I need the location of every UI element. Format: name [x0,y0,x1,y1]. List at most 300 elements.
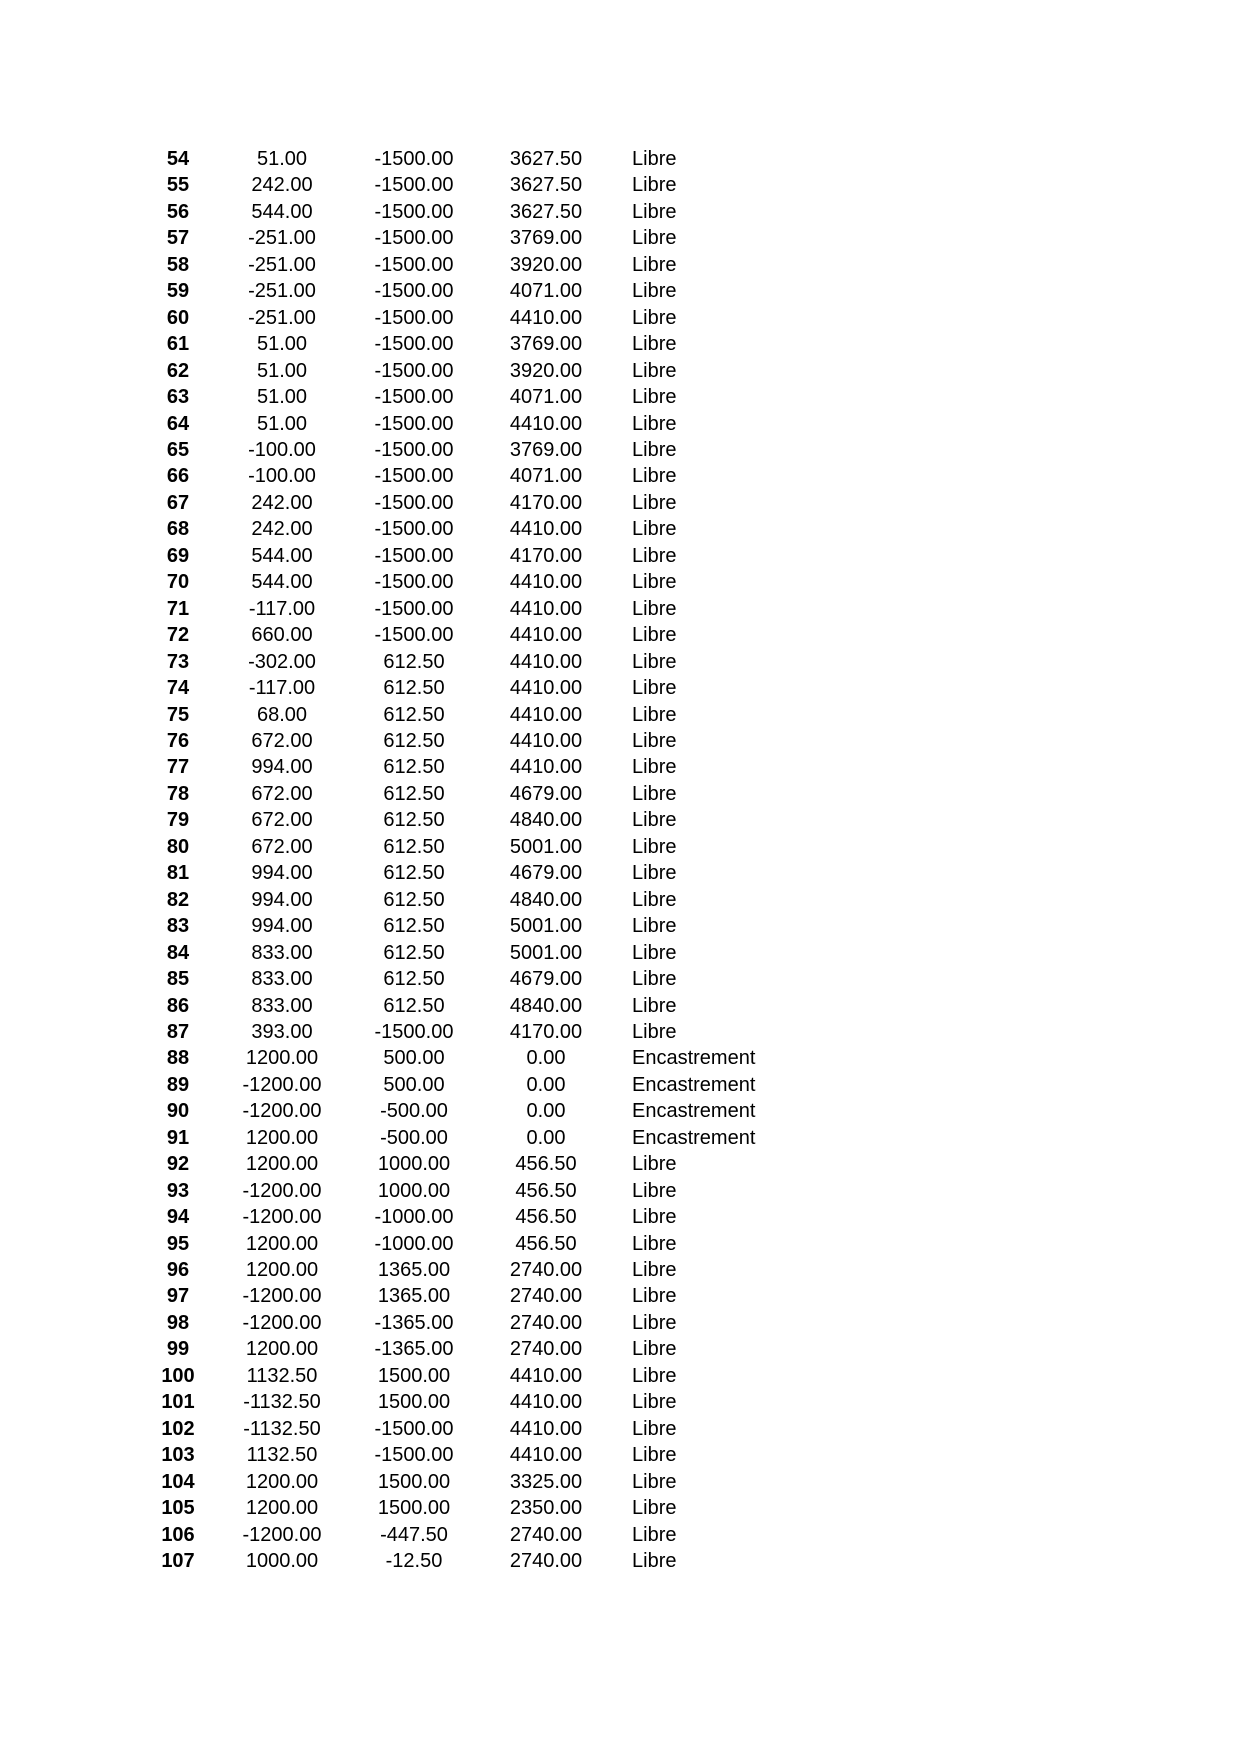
table-row [140,1072,792,1098]
table-row [140,649,792,675]
table-row [140,834,792,860]
node-id-cell: 78 [166,782,190,805]
x-coordinate-cell: 51.00 [256,412,308,435]
y-coordinate-cell: 612.50 [383,756,445,779]
z-coordinate-cell: 3769.00 [509,333,583,356]
support-type-cell: Libre [632,1550,677,1573]
support-type-cell: Libre [632,1285,677,1308]
support-type-cell: Libre [632,888,677,911]
z-coordinate-cell: 456.50 [515,1179,577,1202]
x-coordinate-cell: 51.00 [256,148,308,170]
x-coordinate-cell: -1132.50 [243,1417,321,1440]
y-coordinate-cell: 1365.00 [377,1259,451,1282]
y-coordinate-cell: -1500.00 [374,386,454,409]
table-row [140,172,792,198]
z-coordinate-cell: 4679.00 [509,782,583,805]
y-coordinate-cell: 612.50 [383,915,445,938]
z-coordinate-cell: 3920.00 [509,253,583,276]
node-id-cell: 71 [166,597,190,620]
y-coordinate-cell: 612.50 [383,650,445,673]
x-coordinate-cell: -1200.00 [242,1179,322,1202]
node-id-cell: 83 [166,915,190,938]
x-coordinate-cell: -117.00 [248,597,316,620]
z-coordinate-cell: 3769.00 [509,438,583,461]
node-id-cell: 105 [161,1497,195,1520]
table-row [140,1522,792,1548]
z-coordinate-cell: 4410.00 [509,571,583,594]
z-coordinate-cell: 4410.00 [509,1391,583,1414]
z-coordinate-cell: 456.50 [515,1153,577,1176]
support-type-cell: Libre [632,941,677,964]
y-coordinate-cell: -12.50 [385,1550,443,1573]
x-coordinate-cell: 660.00 [251,624,313,647]
node-id-cell: 57 [166,227,190,250]
node-id-cell: 107 [161,1550,195,1573]
x-coordinate-cell: 544.00 [251,544,313,567]
y-coordinate-cell: 612.50 [383,782,445,805]
x-coordinate-cell: -1200.00 [242,1285,322,1308]
support-type-cell: Libre [632,782,677,805]
z-coordinate-cell: 2740.00 [509,1311,583,1334]
support-type-cell: Libre [632,200,677,223]
support-type-cell: Libre [632,1417,677,1440]
node-id-cell: 60 [166,306,190,329]
table-row [140,993,792,1019]
z-coordinate-cell: 456.50 [515,1232,577,1255]
node-id-cell: 86 [166,994,190,1017]
y-coordinate-cell: 1500.00 [377,1470,451,1493]
x-coordinate-cell: 1200.00 [245,1126,319,1149]
support-type-cell: Libre [632,280,677,303]
table-row [140,887,792,913]
x-coordinate-cell: -117.00 [248,677,316,700]
support-type-cell: Encastrement [632,1126,756,1149]
table-row [140,1469,792,1495]
z-coordinate-cell: 4170.00 [509,1020,583,1043]
z-coordinate-cell: 0.00 [526,1047,566,1070]
table-row [140,411,792,437]
support-type-cell: Libre [632,650,677,673]
support-type-cell: Libre [632,1259,677,1282]
table-row [140,860,792,886]
y-coordinate-cell: 612.50 [383,809,445,832]
table-row [140,1336,792,1362]
z-coordinate-cell: 4410.00 [509,597,583,620]
table-row [140,781,792,807]
support-type-cell: Encastrement [632,1047,756,1070]
support-type-cell: Libre [632,544,677,567]
support-type-cell: Libre [632,465,677,488]
z-coordinate-cell: 4170.00 [509,491,583,514]
node-id-cell: 63 [166,386,190,409]
y-coordinate-cell: 500.00 [383,1047,445,1070]
y-coordinate-cell: 612.50 [383,835,445,858]
node-id-cell: 98 [166,1311,190,1334]
z-coordinate-cell: 5001.00 [509,835,583,858]
x-coordinate-cell: 833.00 [251,941,313,964]
nodes-table [140,146,792,1574]
z-coordinate-cell: 4071.00 [509,280,583,303]
y-coordinate-cell: 612.50 [383,862,445,885]
node-id-cell: 103 [161,1444,195,1467]
support-type-cell: Libre [632,597,677,620]
table-row [140,384,792,410]
node-id-cell: 90 [166,1100,190,1123]
z-coordinate-cell: 4840.00 [509,994,583,1017]
x-coordinate-cell: -1132.50 [243,1391,321,1414]
table-row [140,1310,792,1336]
support-type-cell: Libre [632,703,677,726]
table-row [140,569,792,595]
y-coordinate-cell: -1500.00 [374,571,454,594]
table-row [140,728,792,754]
nodes-table-body [140,146,792,1574]
x-coordinate-cell: 51.00 [256,333,308,356]
table-row [140,331,792,357]
z-coordinate-cell: 4410.00 [509,412,583,435]
table-row [140,1548,792,1574]
z-coordinate-cell: 4679.00 [509,862,583,885]
z-coordinate-cell: 4410.00 [509,650,583,673]
node-id-cell: 95 [166,1232,190,1255]
x-coordinate-cell: 833.00 [251,994,313,1017]
table-row [140,596,792,622]
support-type-cell: Libre [632,1497,677,1520]
node-id-cell: 97 [166,1285,190,1308]
node-id-cell: 102 [161,1417,195,1440]
y-coordinate-cell: -1500.00 [374,333,454,356]
table-row [140,1098,792,1124]
support-type-cell: Libre [632,1338,677,1361]
z-coordinate-cell: 4071.00 [509,465,583,488]
node-id-cell: 69 [166,544,190,567]
support-type-cell: Libre [632,1523,677,1546]
node-id-cell: 88 [166,1047,190,1070]
y-coordinate-cell: -1365.00 [374,1311,454,1334]
z-coordinate-cell: 0.00 [526,1073,566,1096]
support-type-cell: Libre [632,306,677,329]
y-coordinate-cell: 612.50 [383,729,445,752]
x-coordinate-cell: 393.00 [251,1020,313,1043]
x-coordinate-cell: -1200.00 [242,1206,322,1229]
x-coordinate-cell: -100.00 [248,438,316,461]
table-row [140,358,792,384]
z-coordinate-cell: 3325.00 [509,1470,583,1493]
table-row [140,278,792,304]
node-id-cell: 93 [166,1179,190,1202]
support-type-cell: Libre [632,1206,677,1229]
node-id-cell: 62 [166,359,190,382]
x-coordinate-cell: -1200.00 [242,1100,322,1123]
table-row [140,807,792,833]
x-coordinate-cell: 68.00 [256,703,308,726]
x-coordinate-cell: 1200.00 [245,1047,319,1070]
x-coordinate-cell: 672.00 [251,835,313,858]
y-coordinate-cell: -1500.00 [374,597,454,620]
support-type-cell: Libre [632,1153,677,1176]
support-type-cell: Libre [632,333,677,356]
support-type-cell: Encastrement [632,1073,756,1096]
x-coordinate-cell: -1200.00 [242,1311,322,1334]
support-type-cell: Libre [632,968,677,991]
z-coordinate-cell: 0.00 [526,1126,566,1149]
node-id-cell: 58 [166,253,190,276]
node-id-cell: 99 [166,1338,190,1361]
x-coordinate-cell: 994.00 [251,862,313,885]
y-coordinate-cell: 1000.00 [377,1179,451,1202]
z-coordinate-cell: 3769.00 [509,227,583,250]
z-coordinate-cell: 4410.00 [509,729,583,752]
y-coordinate-cell: -1500.00 [374,148,454,170]
x-coordinate-cell: 994.00 [251,756,313,779]
table-row [140,1283,792,1309]
z-coordinate-cell: 2740.00 [509,1338,583,1361]
support-type-cell: Encastrement [632,1100,756,1123]
node-id-cell: 72 [166,624,190,647]
z-coordinate-cell: 2350.00 [509,1497,583,1520]
node-id-cell: 74 [166,677,190,700]
support-type-cell: Libre [632,1179,677,1202]
z-coordinate-cell: 4410.00 [509,624,583,647]
support-type-cell: Libre [632,994,677,1017]
x-coordinate-cell: -100.00 [248,465,316,488]
y-coordinate-cell: 1365.00 [377,1285,451,1308]
support-type-cell: Libre [632,677,677,700]
support-type-cell: Libre [632,253,677,276]
node-id-cell: 101 [161,1391,195,1414]
z-coordinate-cell: 4410.00 [509,518,583,541]
y-coordinate-cell: -1500.00 [374,465,454,488]
node-id-cell: 70 [166,571,190,594]
support-type-cell: Libre [632,1232,677,1255]
x-coordinate-cell: 672.00 [251,809,313,832]
z-coordinate-cell: 5001.00 [509,941,583,964]
x-coordinate-cell: 242.00 [251,491,313,514]
table-row [140,702,792,728]
node-id-cell: 100 [161,1364,195,1387]
x-coordinate-cell: -251.00 [248,227,316,250]
support-type-cell: Libre [632,756,677,779]
y-coordinate-cell: -1500.00 [374,227,454,250]
x-coordinate-cell: 242.00 [251,518,313,541]
y-coordinate-cell: -1500.00 [374,253,454,276]
table-row [140,1151,792,1177]
x-coordinate-cell: 242.00 [251,174,313,197]
node-id-cell: 84 [166,941,190,964]
table-row [140,1416,792,1442]
support-type-cell: Libre [632,227,677,250]
z-coordinate-cell: 2740.00 [509,1285,583,1308]
table-row [140,490,792,516]
x-coordinate-cell: 1132.50 [246,1364,318,1387]
y-coordinate-cell: -1500.00 [374,438,454,461]
y-coordinate-cell: -1000.00 [374,1206,454,1229]
y-coordinate-cell: -1500.00 [374,1444,454,1467]
x-coordinate-cell: -251.00 [248,306,316,329]
node-id-cell: 77 [166,756,190,779]
node-id-cell: 76 [166,729,190,752]
table-row [140,1389,792,1415]
support-type-cell: Libre [632,1444,677,1467]
table-row [140,1363,792,1389]
table-row [140,199,792,225]
x-coordinate-cell: 51.00 [256,359,308,382]
support-type-cell: Libre [632,835,677,858]
support-type-cell: Libre [632,809,677,832]
table-row [140,225,792,251]
y-coordinate-cell: -1500.00 [374,359,454,382]
x-coordinate-cell: 833.00 [251,968,313,991]
y-coordinate-cell: -1500.00 [374,174,454,197]
x-coordinate-cell: 1200.00 [245,1259,319,1282]
node-id-cell: 85 [166,968,190,991]
table-row [140,966,792,992]
support-type-cell: Libre [632,1311,677,1334]
y-coordinate-cell: 612.50 [383,677,445,700]
y-coordinate-cell: 612.50 [383,941,445,964]
support-type-cell: Libre [632,438,677,461]
node-id-cell: 96 [166,1259,190,1282]
y-coordinate-cell: 500.00 [383,1073,445,1096]
y-coordinate-cell: -1365.00 [374,1338,454,1361]
x-coordinate-cell: 1200.00 [245,1153,319,1176]
table-row [140,252,792,278]
y-coordinate-cell: 1500.00 [377,1391,451,1414]
table-row [140,940,792,966]
y-coordinate-cell: -1500.00 [374,544,454,567]
support-type-cell: Libre [632,359,677,382]
z-coordinate-cell: 456.50 [515,1206,577,1229]
z-coordinate-cell: 4840.00 [509,809,583,832]
z-coordinate-cell: 4840.00 [509,888,583,911]
support-type-cell: Libre [632,1391,677,1414]
z-coordinate-cell: 2740.00 [509,1259,583,1282]
y-coordinate-cell: -1500.00 [374,200,454,223]
table-row [140,1125,792,1151]
support-type-cell: Libre [632,915,677,938]
y-coordinate-cell: -1500.00 [374,280,454,303]
x-coordinate-cell: 672.00 [251,729,313,752]
z-coordinate-cell: 4410.00 [509,306,583,329]
node-id-cell: 92 [166,1153,190,1176]
z-coordinate-cell: 4410.00 [509,1444,583,1467]
table-row [140,1495,792,1521]
z-coordinate-cell: 3627.50 [509,174,583,197]
x-coordinate-cell: 544.00 [251,571,313,594]
node-id-cell: 61 [166,333,190,356]
support-type-cell: Libre [632,571,677,594]
table-row [140,754,792,780]
node-id-cell: 64 [166,412,190,435]
node-id-cell: 56 [166,200,190,223]
support-type-cell: Libre [632,624,677,647]
y-coordinate-cell: -1500.00 [374,491,454,514]
node-id-cell: 59 [166,280,190,303]
x-coordinate-cell: 1200.00 [245,1232,319,1255]
z-coordinate-cell: 3920.00 [509,359,583,382]
y-coordinate-cell: -500.00 [380,1126,448,1149]
support-type-cell: Libre [632,518,677,541]
node-id-cell: 68 [166,518,190,541]
z-coordinate-cell: 0.00 [526,1100,566,1123]
x-coordinate-cell: 1132.50 [246,1444,318,1467]
support-type-cell: Libre [632,1020,677,1043]
y-coordinate-cell: 1500.00 [377,1497,451,1520]
support-type-cell: Libre [632,1364,677,1387]
node-id-cell: 54 [166,148,190,170]
x-coordinate-cell: 994.00 [251,915,313,938]
node-id-cell: 82 [166,888,190,911]
table-row [140,1178,792,1204]
z-coordinate-cell: 3627.50 [509,148,583,170]
x-coordinate-cell: 672.00 [251,782,313,805]
x-coordinate-cell: 1200.00 [245,1470,319,1493]
y-coordinate-cell: 1000.00 [377,1153,451,1176]
z-coordinate-cell: 4410.00 [509,756,583,779]
support-type-cell: Libre [632,1470,677,1493]
table-row [140,1019,792,1045]
table-row [140,516,792,542]
support-type-cell: Libre [632,174,677,197]
x-coordinate-cell: 51.00 [256,386,308,409]
node-id-cell: 67 [166,491,190,514]
node-id-cell: 94 [166,1206,190,1229]
z-coordinate-cell: 3627.50 [509,200,583,223]
node-id-cell: 80 [166,835,190,858]
support-type-cell: Libre [632,412,677,435]
table-row [140,1045,792,1071]
x-coordinate-cell: 1200.00 [245,1497,319,1520]
y-coordinate-cell: -1500.00 [374,624,454,647]
y-coordinate-cell: -1500.00 [374,306,454,329]
x-coordinate-cell: -1200.00 [242,1073,322,1096]
table-row [140,622,792,648]
z-coordinate-cell: 4071.00 [509,386,583,409]
x-coordinate-cell: -302.00 [248,650,316,673]
node-id-cell: 66 [166,465,190,488]
support-type-cell: Libre [632,148,677,170]
x-coordinate-cell: -1200.00 [242,1523,322,1546]
y-coordinate-cell: 612.50 [383,703,445,726]
z-coordinate-cell: 4170.00 [509,544,583,567]
node-id-cell: 104 [161,1470,195,1493]
z-coordinate-cell: 4410.00 [509,677,583,700]
support-type-cell: Libre [632,729,677,752]
z-coordinate-cell: 5001.00 [509,915,583,938]
x-coordinate-cell: 544.00 [251,200,313,223]
table-row [140,675,792,701]
table-row [140,437,792,463]
support-type-cell: Libre [632,491,677,514]
x-coordinate-cell: -251.00 [248,253,316,276]
y-coordinate-cell: 1500.00 [377,1364,451,1387]
z-coordinate-cell: 4410.00 [509,1417,583,1440]
y-coordinate-cell: -500.00 [380,1100,448,1123]
y-coordinate-cell: -447.50 [380,1523,448,1546]
table-row [140,305,792,331]
z-coordinate-cell: 2740.00 [509,1523,583,1546]
y-coordinate-cell: 612.50 [383,968,445,991]
support-type-cell: Libre [632,386,677,409]
z-coordinate-cell: 4410.00 [509,1364,583,1387]
node-id-cell: 91 [166,1126,190,1149]
table-row [140,1231,792,1257]
x-coordinate-cell: 1000.00 [245,1550,319,1573]
z-coordinate-cell: 4410.00 [509,703,583,726]
x-coordinate-cell: 1200.00 [245,1338,319,1361]
node-id-cell: 55 [166,174,190,197]
node-id-cell: 106 [161,1523,195,1546]
